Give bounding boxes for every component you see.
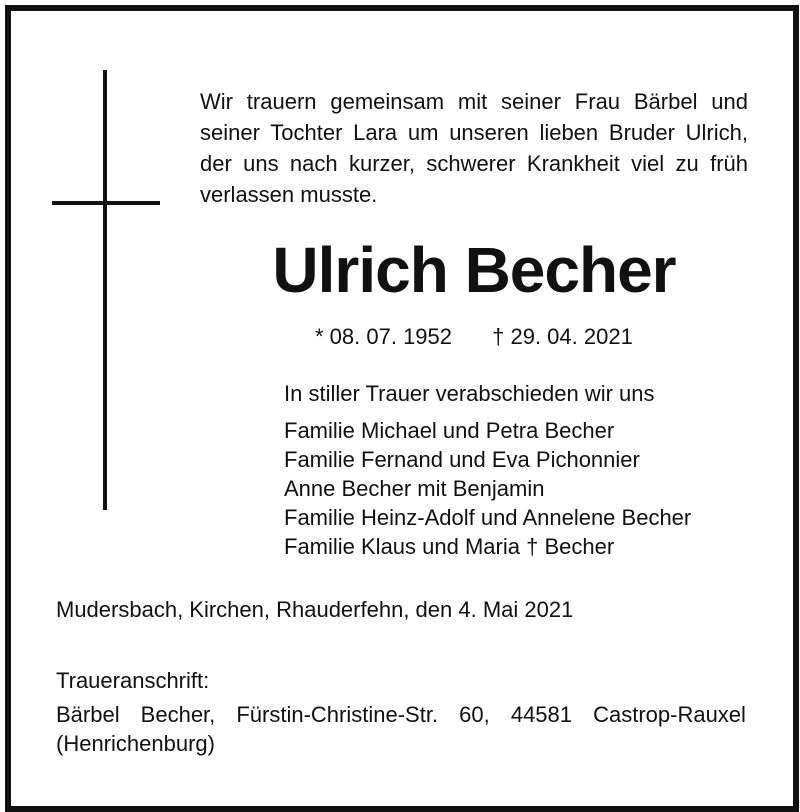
cross-symbol-horizontal: [52, 201, 160, 205]
family-item: Familie Klaus und Maria † Becher: [284, 534, 615, 559]
life-dates: [315, 323, 655, 351]
address-word: Becher,: [140, 702, 216, 727]
address-word: 60,: [459, 702, 490, 727]
mourners-section: [284, 379, 754, 561]
family-item: Familie Michael und Petra Becher: [284, 418, 615, 443]
family-list: [284, 416, 754, 561]
address-line-2: (Henrichenburg): [56, 731, 215, 756]
place-and-date: Mudersbach, Kirchen, Rhauderfehn, den 4. Mai 2021: [56, 597, 574, 622]
address-label: Traueranschrift:: [56, 668, 210, 693]
family-item: Anne Becher mit Benjamin: [284, 476, 545, 501]
birth-date: * 08. 07. 1952: [315, 324, 453, 349]
death-date: † 29. 04. 2021: [492, 324, 633, 349]
cross-symbol-vertical: [103, 70, 107, 510]
address-word: Fürstin-Christine-Str.: [236, 702, 439, 727]
address-word: Castrop-Rauxel: [593, 702, 746, 727]
intro-text: Wir trauern gemeinsam mit seiner Frau Bärbel und seiner Tochter Lara um unseren lieben Bruder Ulrich, der uns nach kurzer, schwerer Krankheit viel zu früh verlassen musste.: [200, 89, 748, 207]
deceased-name: Ulrich Becher: [272, 234, 676, 306]
address-word: 44581: [510, 702, 573, 727]
family-item: Familie Heinz-Adolf und Annelene Becher: [284, 505, 692, 530]
address-line-1: [56, 700, 746, 729]
family-item: Familie Fernand und Eva Pichonnier: [284, 447, 640, 472]
address-word: Bärbel: [56, 702, 120, 727]
mourners-lead: In stiller Trauer verabschieden wir uns: [284, 381, 655, 406]
mourning-address: [56, 666, 746, 758]
